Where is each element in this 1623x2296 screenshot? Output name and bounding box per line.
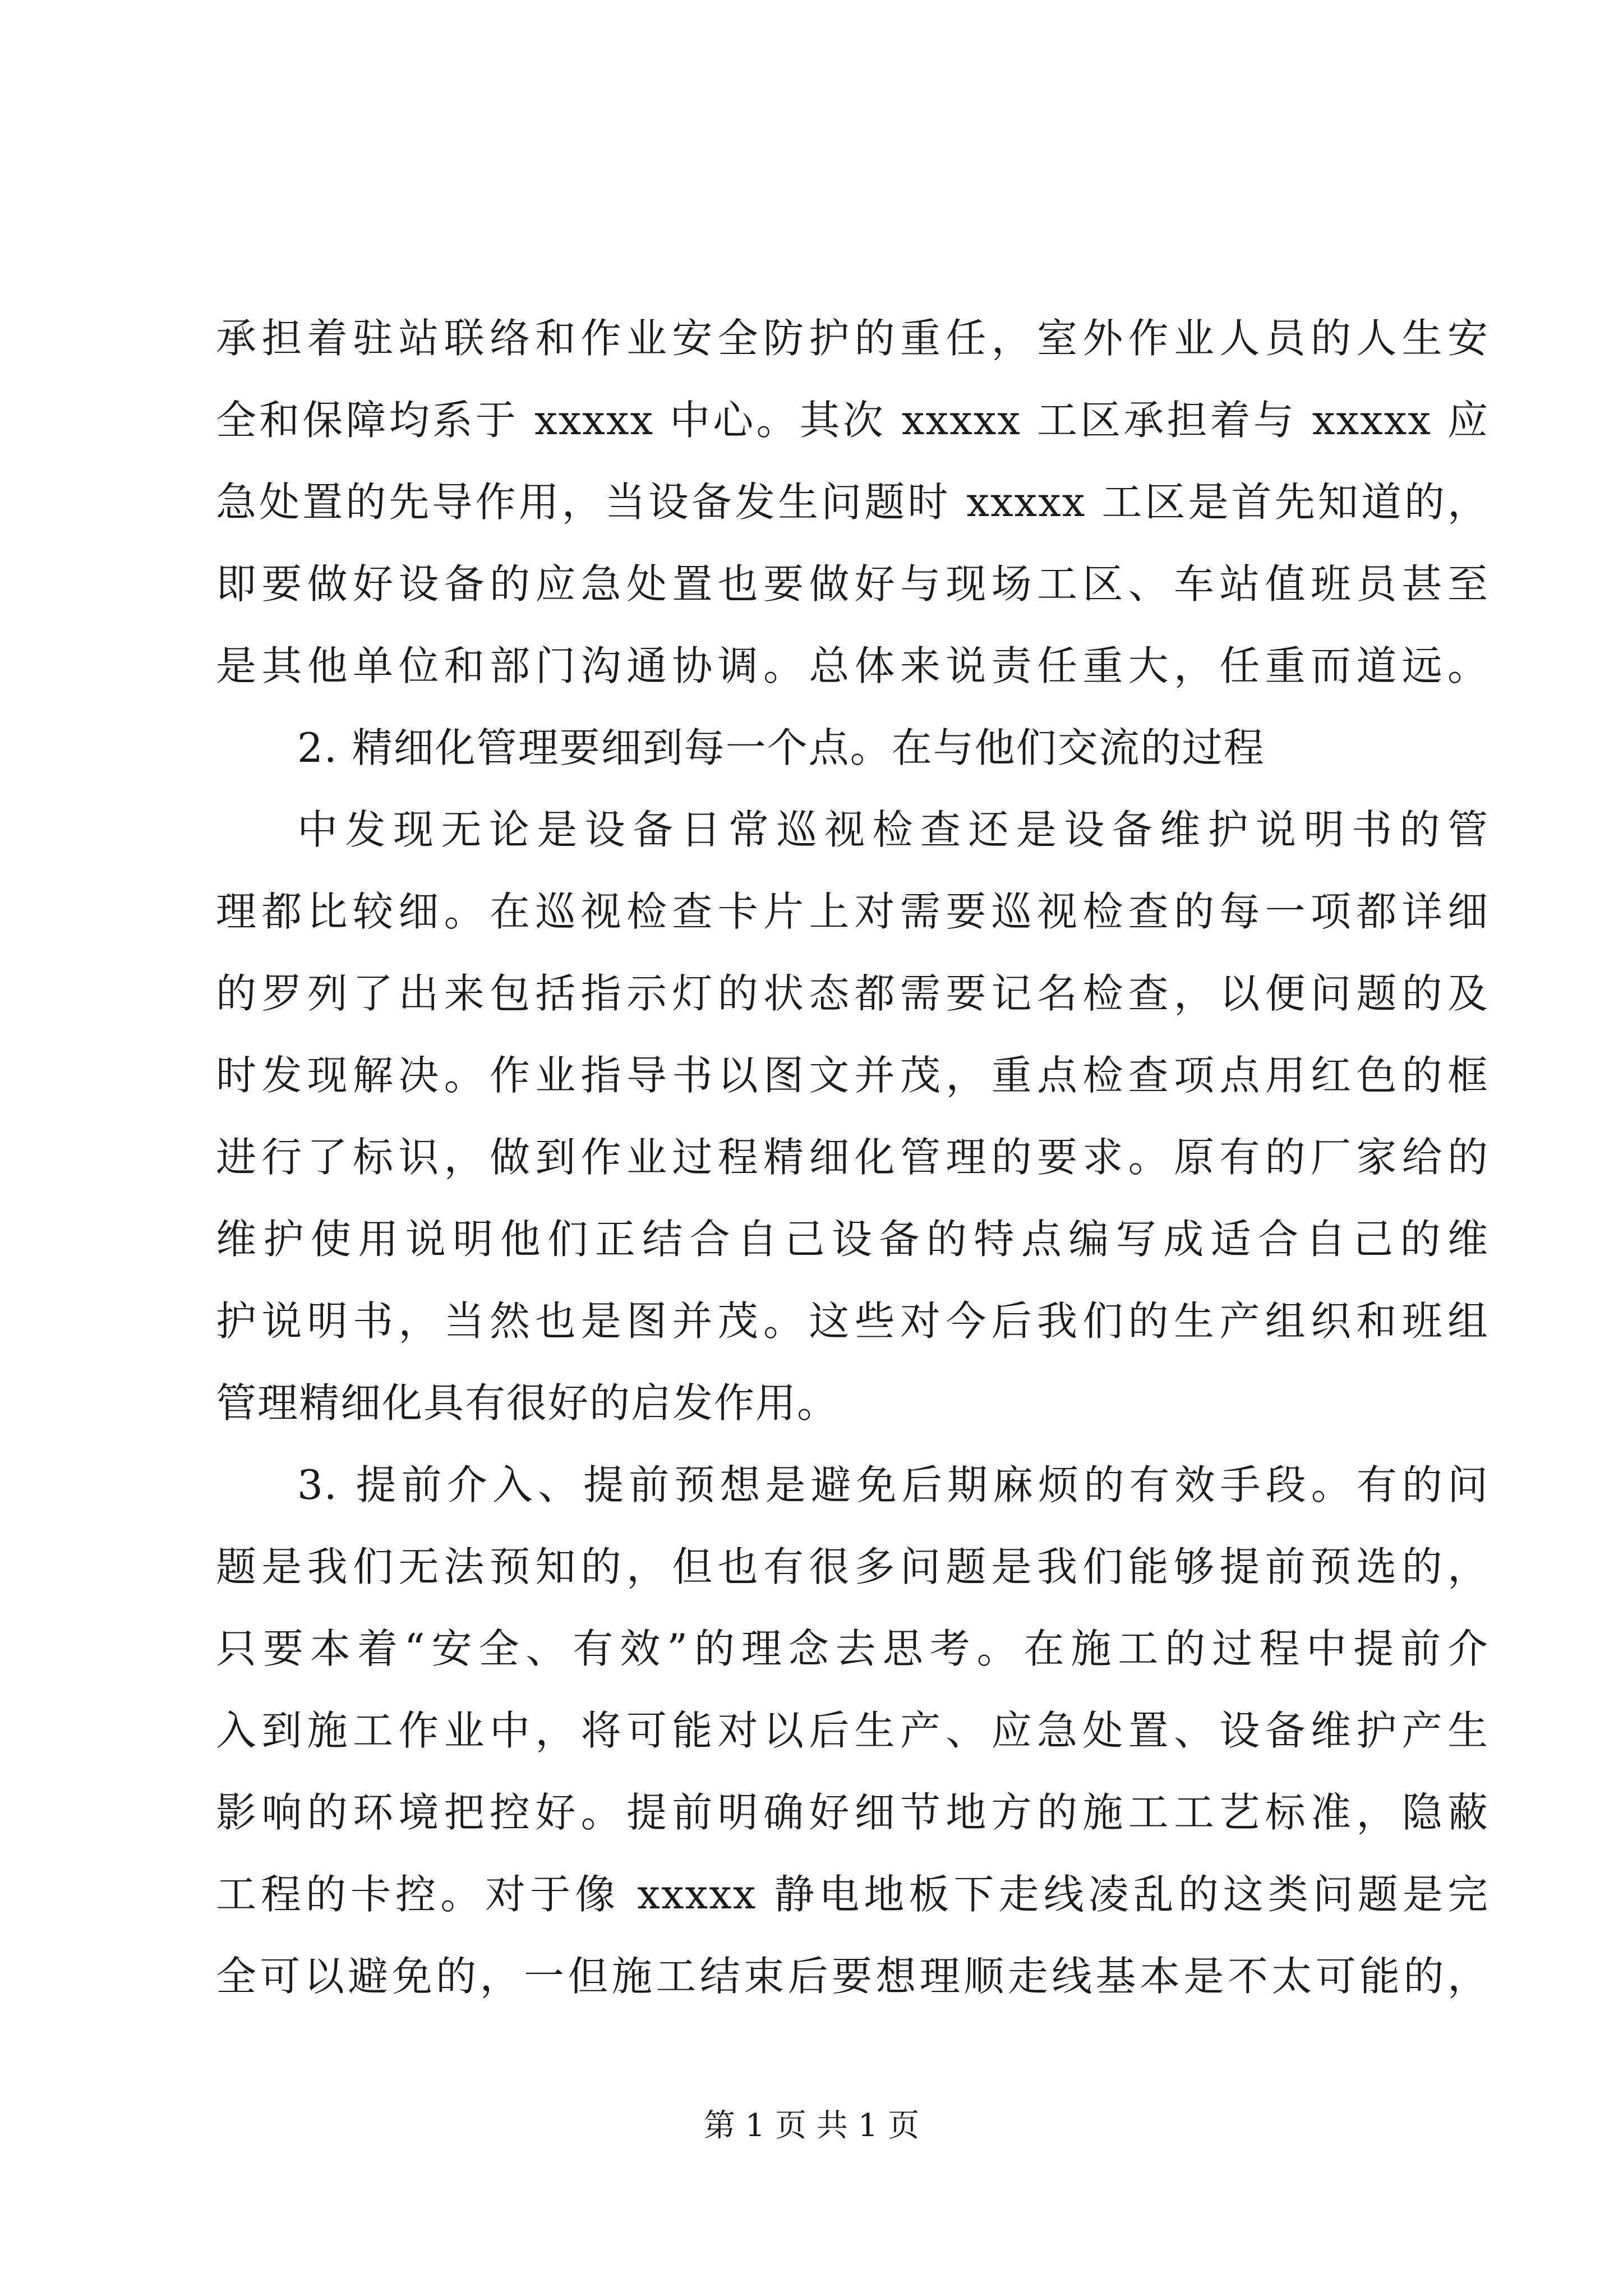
body-line: 进行了标识，做到作业过程精细化管理的要求。原有的厂家给的 xyxy=(216,1134,1489,1181)
body-line: 只要本着“安全、有效”的理念去思考。在施工的过程中提前介 xyxy=(216,1625,1489,1672)
page-number-footer: 第 1 页 共 1 页 xyxy=(703,2108,920,2144)
body-line: 全可以避免的，一但施工结束后要想理顺走线基本是不太可能的， xyxy=(216,1953,1489,2000)
body-line: 影响的环境把控好。提前明确好细节地方的施工工艺标准，隐蔽 xyxy=(216,1789,1489,1836)
body-line: 时发现解决。作业指导书以图文并茂，重点检查项点用红色的框 xyxy=(216,1052,1489,1099)
body-line: 管理精细化具有很好的启发作用。 xyxy=(216,1379,839,1427)
body-line: 护说明书，当然也是图并茂。这些对今后我们的生产组织和班组 xyxy=(216,1297,1489,1345)
body-line: 是其他单位和部门沟通协调。总体来说责任重大，任重而道远。 xyxy=(216,642,1489,689)
body-line: 即要做好设备的应急处置也要做好与现场工区、车站值班员甚至 xyxy=(216,560,1489,608)
body-line: 入到施工作业中，将可能对以后生产、应急处置、设备维护产生 xyxy=(216,1707,1489,1754)
body-line: 题是我们无法预知的，但也有很多问题是我们能够提前预选的， xyxy=(216,1543,1489,1590)
body-line: 急处置的先导作用，当设备发生问题时 xxxxx 工区是首先知道的， xyxy=(216,478,1489,526)
section-heading-3: 3. 提前介入、提前预想是避免后期麻烦的有效手段。有的问 xyxy=(297,1461,1489,1508)
body-line: 中发现无论是设备日常巡视检查还是设备维护说明书的管 xyxy=(297,806,1489,853)
body-line: 承担着驻站联络和作业安全防护的重任，室外作业人员的人生安 xyxy=(216,315,1489,362)
body-line: 工程的卡控。对于像 xxxxx 静电地板下走线凌乱的这类问题是完 xyxy=(216,1871,1489,1918)
body-line: 理都比较细。在巡视检查卡片上对需要巡视检查的每一项都详细 xyxy=(216,888,1489,935)
body-line: 维护使用说明他们正结合自己设备的特点编写成适合自己的维 xyxy=(216,1216,1489,1263)
section-heading-2: 2. 精细化管理要细到每一个点。在与他们交流的过程 xyxy=(297,724,1265,771)
body-line: 全和保障均系于 xxxxx 中心。其次 xxxxx 工区承担着与 xxxxx 应 xyxy=(216,397,1489,444)
body-line: 的罗列了出来包括指示灯的状态都需要记名检查，以便问题的及 xyxy=(216,970,1489,1017)
